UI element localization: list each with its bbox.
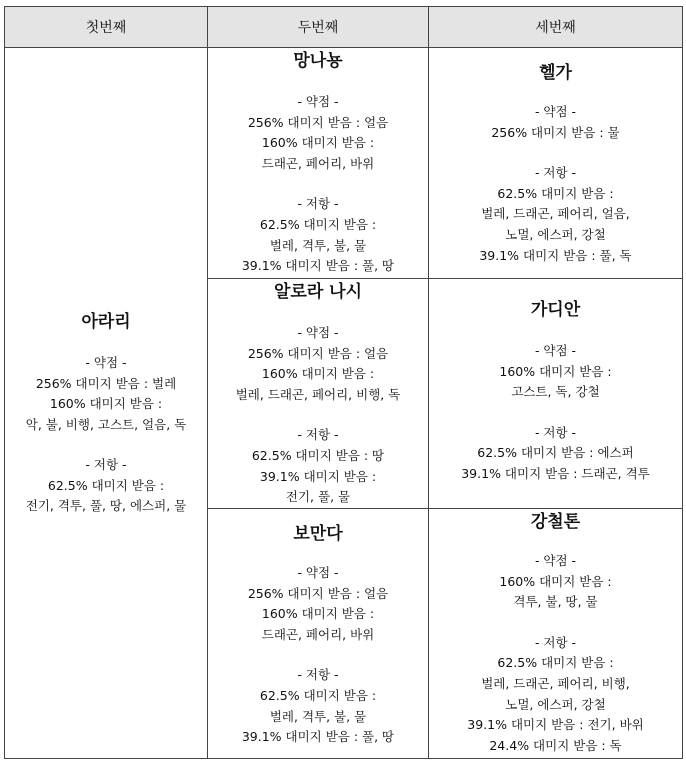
resist-line: 39.1% 대미지 받음 :: [259, 468, 377, 484]
weak-line: 드래곤, 페어리, 바위: [261, 155, 375, 171]
header-row: [5, 7, 683, 48]
resist-title: - 저항 -: [85, 457, 127, 473]
pokemon-type-table: [4, 6, 683, 759]
third-cell-gardevoir: [429, 279, 683, 509]
pokemon-name: 보만다: [293, 524, 343, 544]
weak-line: 격투, 불, 땅, 물: [513, 594, 598, 610]
resist-line: 벌레, 드래곤, 페어리, 비행,: [481, 675, 630, 691]
weak-line: 악, 불, 비행, 고스트, 얼음, 독: [25, 416, 187, 432]
resist-line: 39.1% 대미지 받음 : 풀, 땅: [241, 729, 395, 745]
weak-line: 160% 대미지 받음 :: [499, 363, 612, 379]
resist-line: 62.5% 대미지 받음 : 에스퍼: [477, 445, 634, 461]
resist-line: 전기, 풀, 물: [285, 489, 351, 505]
pokemon-name: 알로라 나시: [273, 282, 363, 302]
resist-line: 62.5% 대미지 받음 :: [259, 216, 377, 232]
weak-line: 드래곤, 페어리, 바위: [261, 626, 375, 642]
resist-title: - 저항 -: [534, 424, 577, 440]
resist-line: 62.5% 대미지 받음 : 땅: [251, 447, 385, 463]
weak-title: - 약점 -: [297, 565, 339, 580]
weak-title: - 약점 -: [297, 325, 339, 340]
resist-line: 노멀, 에스퍼, 강철: [505, 696, 606, 712]
resist-line: 62.5% 대미지 받음 :: [497, 655, 614, 671]
weak-line: 고스트, 독, 강철: [511, 384, 600, 400]
resist-line: 벌레, 드래곤, 페어리, 얼음,: [481, 206, 630, 222]
resist-title: - 저항 -: [297, 196, 339, 212]
first-cell-ararri: [5, 48, 208, 759]
second-cell-alola-exeggutor: [208, 279, 429, 509]
weak-title: - 약점 -: [85, 354, 127, 370]
resist-line: 24.4% 대미지 받음 : 독: [489, 737, 622, 753]
weak-line: 160% 대미지 받음 :: [261, 606, 375, 622]
weak-line: 160% 대미지 받음 :: [261, 135, 375, 151]
weak-line: 256% 대미지 받음 : 얼음: [247, 345, 389, 361]
weak-title: - 약점 -: [297, 94, 339, 109]
resist-line: 62.5% 대미지 받음 :: [259, 687, 377, 703]
header-third: 세번째: [429, 7, 683, 48]
weak-line: 256% 대미지 받음 : 벌레: [35, 375, 177, 391]
resist-title: - 저항 -: [297, 427, 339, 443]
resist-title: - 저항 -: [534, 165, 577, 181]
weak-line: 160% 대미지 받음 :: [49, 396, 163, 412]
weak-line: 벌레, 드래곤, 페어리, 비행, 독: [235, 386, 401, 402]
resist-title: - 저항 -: [534, 634, 577, 650]
third-cell-metagross: [429, 509, 683, 759]
weak-title: - 약점 -: [534, 553, 577, 568]
pokemon-name: 망나뇽: [293, 51, 343, 71]
weak-title: - 약점 -: [534, 104, 577, 119]
weak-title: - 약점 -: [534, 343, 577, 358]
weak-line: 160% 대미지 받음 :: [261, 366, 375, 382]
weak-line: 256% 대미지 받음 : 얼음: [247, 585, 389, 601]
pokemon-name: 헬가: [539, 63, 572, 83]
header-second: 두번째: [208, 7, 429, 48]
weak-line: 160% 대미지 받음 :: [499, 573, 612, 589]
table-row: [5, 48, 683, 279]
pokemon-name: 아라리: [81, 311, 131, 332]
second-cell-salamence: [208, 509, 429, 759]
resist-title: - 저항 -: [297, 667, 339, 683]
resist-line: 39.1% 대미지 받음 : 전기, 바위: [467, 717, 644, 733]
resist-line: 62.5% 대미지 받음 :: [497, 185, 614, 201]
weak-line: 256% 대미지 받음 : 물: [491, 124, 620, 140]
pokemon-name: 가디안: [530, 300, 581, 320]
resist-line: 62.5% 대미지 받음 :: [47, 477, 165, 493]
pokemon-name: 강철톤: [530, 512, 581, 532]
resist-line: 벌레, 격투, 불, 물: [269, 237, 367, 253]
header-first: 첫번째: [5, 7, 208, 48]
resist-line: 노멀, 에스퍼, 강철: [505, 226, 606, 242]
weak-line: 256% 대미지 받음 : 얼음: [247, 114, 389, 130]
resist-line: 39.1% 대미지 받음 : 풀, 독: [479, 247, 632, 263]
resist-line: 39.1% 대미지 받음 : 드래곤, 격투: [461, 465, 650, 481]
resist-line: 벌레, 격투, 불, 물: [269, 708, 367, 724]
resist-line: 전기, 격투, 풀, 땅, 에스퍼, 물: [25, 498, 187, 514]
third-cell-helga: [429, 48, 683, 279]
second-cell-dragonite: [208, 48, 429, 279]
resist-line: 39.1% 대미지 받음 : 풀, 땅: [241, 258, 395, 274]
